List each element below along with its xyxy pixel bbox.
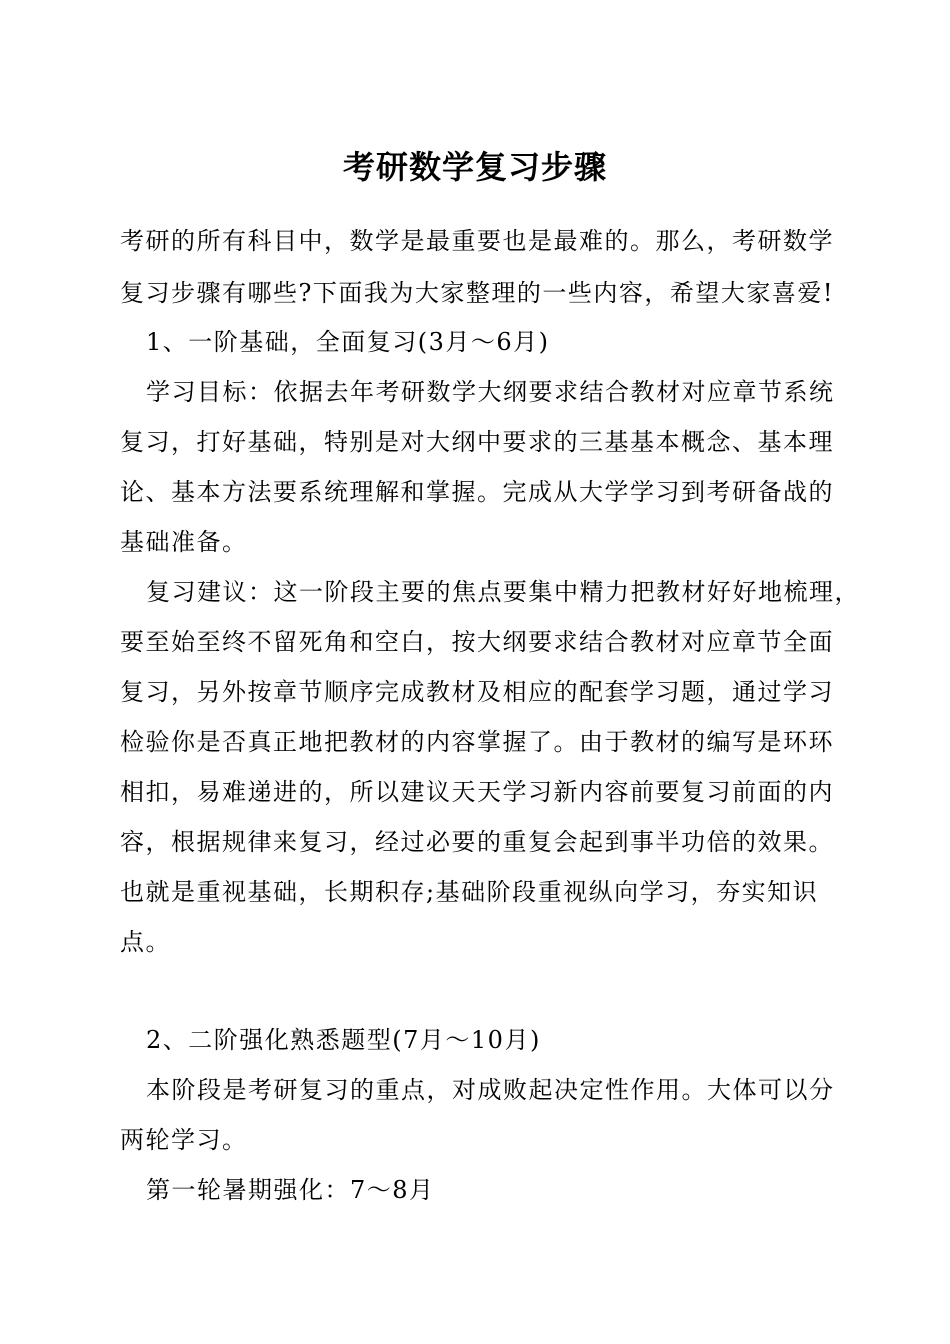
- paragraph-line: 检验你是否真正地把教材的内容掌握了。由于教材的编写是环环: [120, 728, 834, 756]
- paragraph-line: 考研的所有科目中，数学是最重要也是最难的。那么，考研数学: [120, 227, 834, 255]
- paragraph-line: 论、基本方法要系统理解和掌握。完成从大学学习到考研备战的: [120, 478, 834, 506]
- paragraph-line: 复习，打好基础，特别是对大纲中要求的三基基本概念、基本理: [120, 428, 834, 456]
- section-heading: 2、二阶强化熟悉题型(7月～10月): [146, 1026, 541, 1054]
- document-title: 考研数学复习步骤: [342, 148, 607, 186]
- paragraph-line: 也就是重视基础，长期积存;基础阶段重视纵向学习，夯实知识: [120, 878, 819, 906]
- paragraph-line: 复习步骤有哪些?下面我为大家整理的一些内容，希望大家喜爱!: [120, 279, 835, 307]
- paragraph-line: 复习，另外按章节顺序完成教材及相应的配套学习题，通过学习: [120, 678, 834, 706]
- paragraph-line: 两轮学习。: [120, 1126, 248, 1154]
- paragraph-line: 第一轮暑期强化：7～8月: [146, 1176, 435, 1204]
- paragraph-line: 点。: [120, 928, 171, 956]
- paragraph-line: 容，根据规律来复习，经过必要的重复会起到事半功倍的效果。: [120, 828, 834, 856]
- paragraph-line: 要至始至终不留死角和空白，按大纲要求结合教材对应章节全面: [120, 628, 834, 656]
- section-heading: 1、一阶基础，全面复习(3月～6月): [146, 328, 550, 356]
- paragraph-line: 本阶段是考研复习的重点，对成败起决定性作用。大体可以分: [146, 1076, 835, 1104]
- paragraph-line: 学习目标：依据去年考研数学大纲要求结合教材对应章节系统: [146, 378, 835, 406]
- paragraph-line: 相扣，易难递进的，所以建议天天学习新内容前要复习前面的内: [120, 778, 834, 806]
- paragraph-line: 复习建议：这一阶段主要的焦点要集中精力把教材好好地梳理，: [146, 578, 860, 606]
- paragraph-line: 基础准备。: [120, 528, 248, 556]
